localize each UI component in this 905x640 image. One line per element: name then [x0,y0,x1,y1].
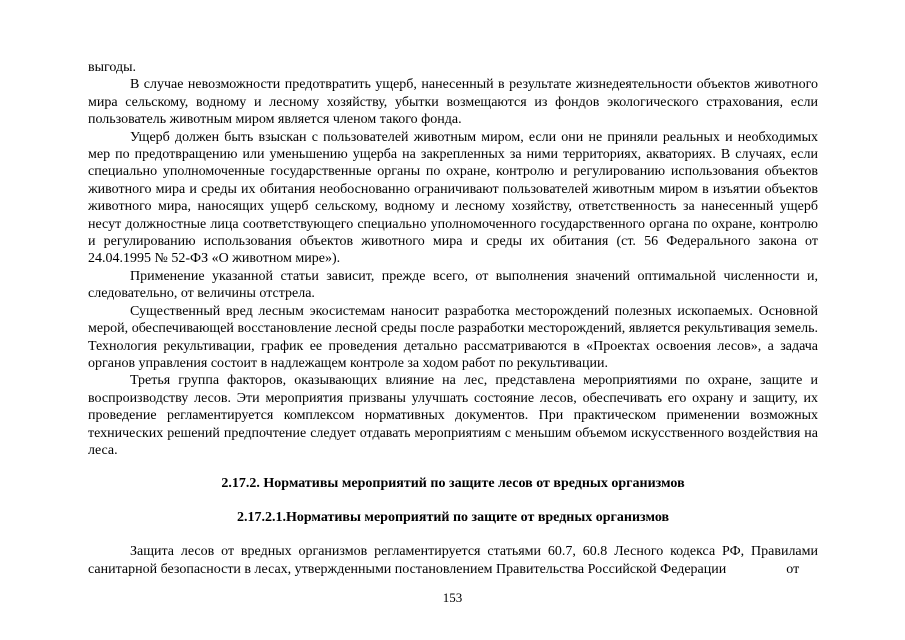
paragraph-article-application: Применение указанной статьи зависит, прежде всего, от выполнения значений оптимальной численности и, следовательно, от величины отстрела. [88,268,818,302]
paragraph-forest-protection [88,543,818,578]
paragraph-forest-protection-text: Защита лесов от вредных организмов регламентируется статьями 60.7, 60.8 Лесного кодекса РФ, Правилами санитарной безопасности в лесах, утвержденными постановлением Правительства Российской Федерации [88,544,818,577]
paragraph-continuation: выгоды. [88,60,137,75]
section-heading: 2.17.2. Нормативы мероприятий по защите лесов от вредных организмов [221,476,685,492]
paragraph-insurance: В случае невозможности предотвратить ущерб, нанесенный в результате жизнедеятельности объектов животного мира сельскому, водному и лесному хозяйству, убытки возмещаются из фондов экологического страхования, если пользователь животным миром является членом такого фонда. [88,77,818,128]
subsection-heading: 2.17.2.1.Нормативы мероприятий по защите от вредных организмов [236,510,670,526]
paragraph-third-group: Третья группа факторов, оказывающих влияние на лес, представлена мероприятиями по охране, защите и воспроизводству лесов. Эти мероприятия призваны улучшать состояние лесов, обеспечивать его охрану и защиту, их проведение регламентируется комплексом нормативных документов. При практическом применении возможных технических решений предпочтение следует отдавать мероприятиям с меньшим объемом искусственного воздействия на леса. [88,373,818,458]
page-number: 153 [442,590,463,605]
paragraph-damage-liability: Ущерб должен быть взыскан с пользователей животным миром, если они не приняли реальных и необходимых мер по предотвращению или уменьшению ущерба на закрепленных за ними территориях, акваториях. В случаях, если специально уполномоченные государственные органы по охране, контролю и регулированию использования объектов животного мира и среды их обитания необоснованно ограничивают пользователей животным миром в изъятии объектов животного мира, наносящих ущерб сельскому, водному и лесному хозяйству, ответственность за нанесенный ущерб несут должностные лица соответствующего специально уполномоченного государственного органа по охране, контролю и регулированию использования объектов животного мира и среды их обитания (ст. 56 Федерального закона от 24.04.1995 № 52-ФЗ «О животном мире»). [88,129,818,267]
paragraph-forest-protection-trailing: от [786,561,800,577]
paragraph-mining-damage: Существенный вред лесным экосистемам наносит разработка месторождений полезных ископаемых. Основной мерой, обеспечивающей восстановление лесной среды после разработки месторождений, является рекультивация земель. Технология рекультивации, график ее проведения детально рассматриваются в «Проектах освоения лесов», а задача органов управления состоит в надлежащем контроле за ходом работ по рекультивации. [88,303,818,371]
page-content [88,59,818,578]
